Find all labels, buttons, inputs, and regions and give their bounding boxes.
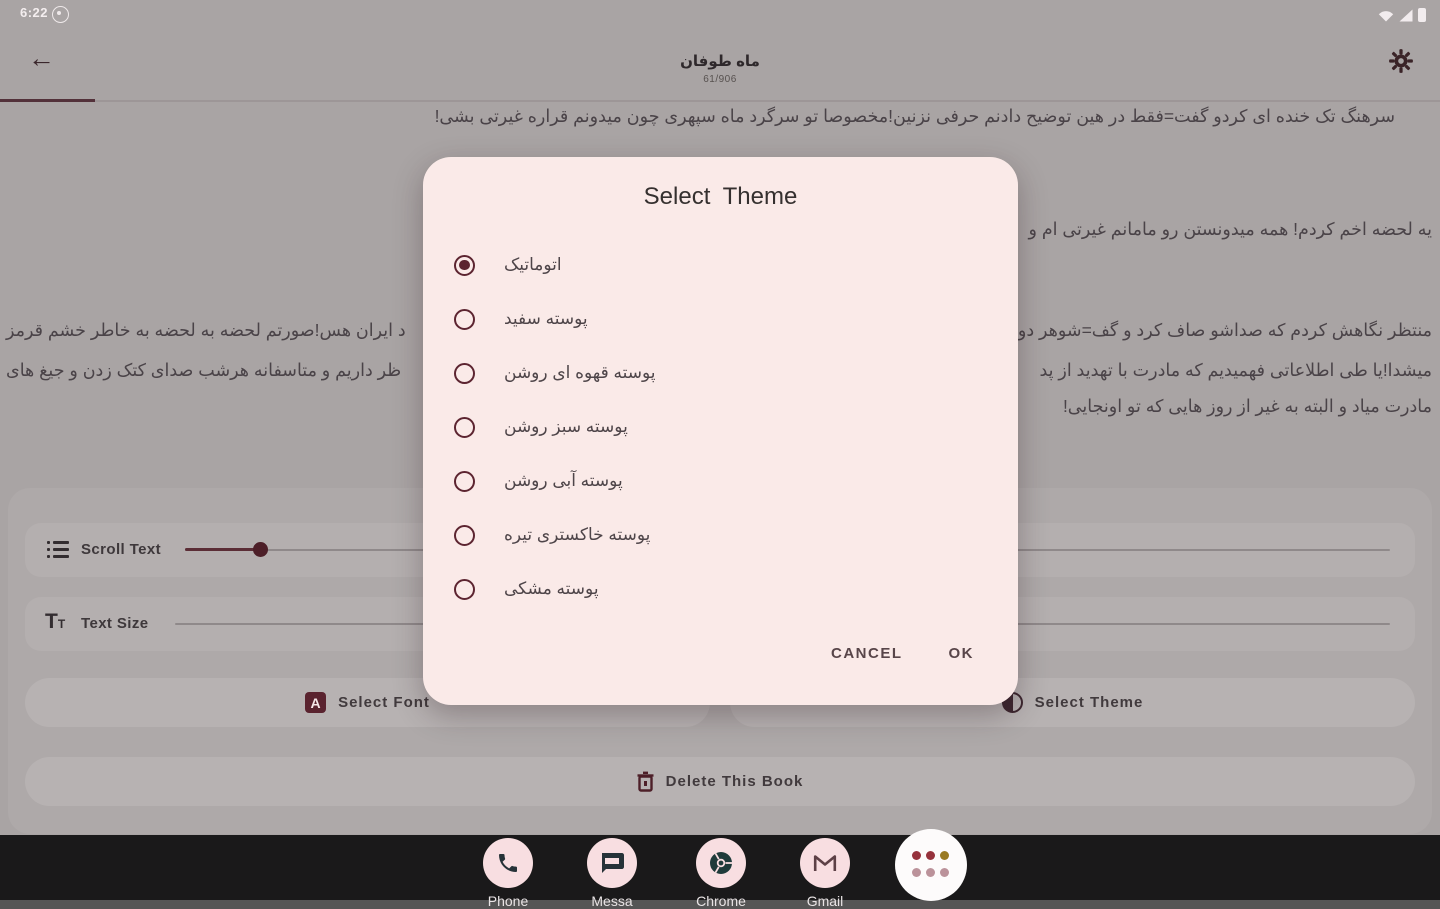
radio-icon[interactable] <box>454 471 475 492</box>
cancel-button[interactable]: CANCEL <box>831 645 903 662</box>
scroll-text-label: Scroll Text <box>81 541 161 558</box>
dock-item-messages[interactable] <box>557 838 667 909</box>
signal-icon <box>1399 9 1413 22</box>
chrome-icon[interactable] <box>696 838 746 888</box>
radio-icon[interactable] <box>454 579 475 600</box>
dock-item-gmail[interactable] <box>770 838 880 909</box>
ok-button[interactable]: OK <box>948 645 974 662</box>
reading-progress-track <box>0 100 1440 102</box>
dialog-title: Select Theme <box>643 183 798 210</box>
reading-line: ظر داریم و متاسفانه هرشب صدای کتک زدن و جیغ های <box>6 360 402 380</box>
radio-icon[interactable] <box>454 525 475 546</box>
theme-option-white[interactable] <box>423 292 1018 346</box>
reading-progress-fill <box>0 99 95 102</box>
dock-item-phone[interactable] <box>453 838 563 909</box>
settings-gear-icon[interactable] <box>1388 48 1414 74</box>
dock-item-chrome[interactable] <box>666 838 776 909</box>
radio-icon[interactable] <box>454 363 475 384</box>
text-size-label: Text Size <box>81 615 149 632</box>
theme-option-dark-gray[interactable] <box>423 508 1018 562</box>
dock-label-phone: Phone <box>487 893 529 909</box>
phone-icon[interactable] <box>483 838 533 888</box>
app-drawer-button[interactable] <box>895 829 967 901</box>
status-time: 6:22 <box>20 5 49 20</box>
theme-option-automatic[interactable] <box>423 238 1018 292</box>
trash-icon <box>637 772 654 792</box>
theme-option-light-green[interactable] <box>423 400 1018 454</box>
reading-line: د ایران هس!صورتم لحضه به لحضه به خاطر خشم قرمز <box>6 320 406 340</box>
select-theme-label: Select Theme <box>1034 694 1144 711</box>
text-size-icon: TT <box>45 610 66 633</box>
wifi-icon <box>1378 9 1394 22</box>
radio-icon[interactable] <box>454 255 475 276</box>
scroll-text-slider-thumb[interactable] <box>253 542 268 557</box>
messages-icon[interactable] <box>587 838 637 888</box>
select-theme-dialog <box>423 157 1018 705</box>
gmail-icon[interactable] <box>800 838 850 888</box>
reading-line: میشدا!یا طی اطلاعاتی فهمیدیم که مادرت با تهدید از پد <box>1039 360 1432 380</box>
radio-icon[interactable] <box>454 309 475 330</box>
theme-option-label: پوسته خاکستری تیره <box>504 525 651 544</box>
theme-option-light-blue[interactable] <box>423 454 1018 508</box>
notification-icon <box>52 6 69 23</box>
font-a-icon: A <box>305 692 326 713</box>
theme-option-label: پوسته مشکی <box>504 579 599 598</box>
reading-line: یه لحضه اخم کردم! همه میدونستن رو مامانم غیرتی ام و <box>1028 219 1432 239</box>
theme-option-black[interactable] <box>423 562 1018 616</box>
back-button[interactable]: ← <box>28 43 55 73</box>
theme-option-light-brown[interactable] <box>423 346 1018 400</box>
reading-line: سرهنگ تک خنده ای کردو گفت=فقط در هین توضیح دادنم حرفی نزنین!مخصوصا تو سرگرد ماه سپهری چون میدونم قراره غیرتی بشی! <box>434 106 1395 126</box>
theme-option-label: اتوماتیک <box>504 255 562 274</box>
dock-label-gmail: Gmail <box>806 893 844 909</box>
dock-label-chrome: Chrome <box>696 893 746 909</box>
book-title: ماه طوفان <box>680 53 760 70</box>
battery-icon <box>1418 8 1426 22</box>
theme-option-label: پوسته آبی روشن <box>504 471 623 490</box>
theme-option-label: پوسته سفید <box>504 309 588 328</box>
radio-icon[interactable] <box>454 417 475 438</box>
scroll-list-icon <box>47 540 69 560</box>
reading-line: مادرت میاد و البته به غیر از روز هایی که تو اونجایی! <box>1062 396 1432 416</box>
dock-label-messages: Messa <box>591 893 633 909</box>
page-indicator: 61/906 <box>703 74 737 85</box>
status-icons <box>1378 6 1426 22</box>
select-font-label: Select Font <box>338 694 430 711</box>
delete-book-button[interactable] <box>25 757 1415 806</box>
reading-line: منتظر نگاهش کردم که صداشو صاف کرد و گف=شوهر دو <box>1017 320 1432 340</box>
theme-option-label: پوسته سبز روشن <box>504 417 628 436</box>
scroll-text-slider-fill <box>185 548 258 551</box>
delete-book-label: Delete This Book <box>665 773 804 790</box>
theme-option-label: پوسته قهوه ای روشن <box>504 363 656 382</box>
